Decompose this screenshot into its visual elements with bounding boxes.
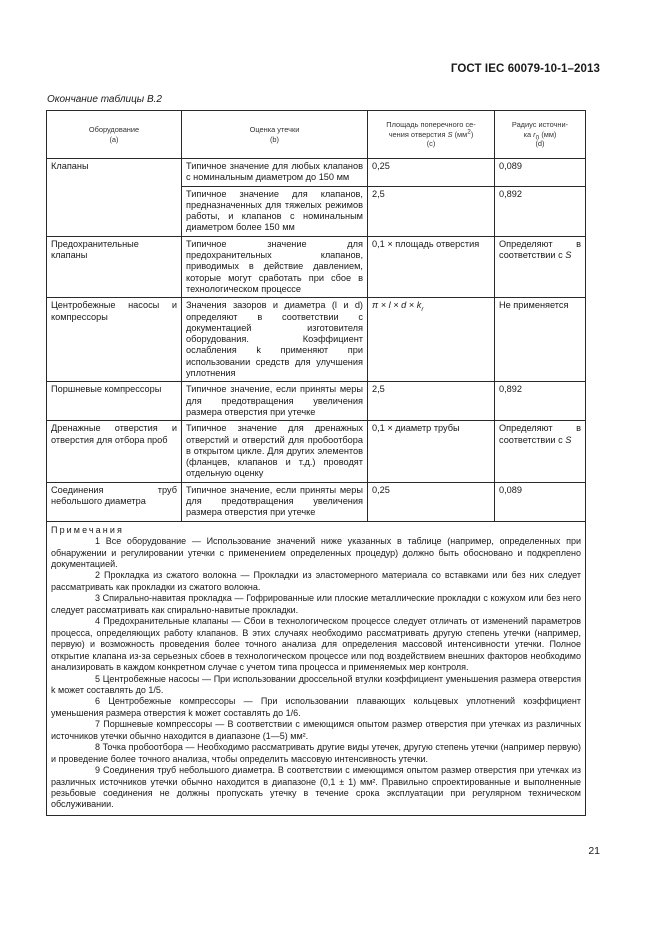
column-header-assessment: Оценка утечки (b) bbox=[182, 111, 368, 159]
table-header-row bbox=[47, 111, 586, 159]
cell-assessment: Типичное значение для клапанов, предназначенных для тяжелых режимов работы, и клапанов с номинальным диаметром более 150 мм bbox=[182, 186, 368, 236]
note-item: 7 Поршневые компрессоры — В соответствии с имеющимся опытом размер отверстия при утечках из различных источников утечки обычно находится в диапазоне (1—5) мм². bbox=[51, 719, 581, 741]
cell-area: 0,25 bbox=[368, 159, 495, 187]
cell-equipment: Центробежные насосы и компрессоры bbox=[47, 298, 182, 382]
cell-area: $\pi \times l \times d \times k_r$ bbox=[368, 298, 495, 382]
cell-area: 0,25 bbox=[368, 482, 495, 521]
table-row bbox=[47, 298, 586, 382]
cell-assessment: Типичное значение для дренажных отверстий и отверстий для пробоотбора в открытом цикле. Для других элементов (фланцев, клапанов и т.д.) проводят отдельную оценку bbox=[182, 421, 368, 482]
note-item: 9 Соединения труб небольшого диаметра. В соответствии с имеющимся опытом размер отверстия при утечках из различных источников утечки обычно находится в диапазоне (0,1 ± 1) мм². Правильно спроектированные и выполненные резьбовые соединения не должны пропускать утечку в течение срока эксплуатации при регулярном техническом обслуживании. bbox=[51, 765, 581, 810]
column-header-area: Площадь поперечного се- чения отверстия S $(мм^2)$ (c) bbox=[368, 111, 495, 159]
note-item: 8 Точка пробоотбора — Необходимо рассматривать другие виды утечек, другую степень утечки (например первую) и проведение более точного анализа, чтобы определить массовую интенсивность утечки. bbox=[51, 742, 581, 764]
table-row bbox=[47, 236, 586, 297]
leak-assessment-table bbox=[46, 110, 586, 816]
notes-row bbox=[47, 521, 586, 815]
note-item: 1 Все оборудование — Использование значений ниже указанных в таблице (например, определенных при обнаружении и регулировании утечки с применением определенных процедур) должно быть обосновано и подкреплено документацией. bbox=[51, 536, 581, 569]
table-container bbox=[46, 110, 585, 816]
note-item: 5 Центробежные насосы — При использовании дроссельной втулки коэффициент уменьшения размера отверстия k может составлять до 1/5. bbox=[51, 673, 581, 695]
cell-assessment: Типичное значение, если приняты меры для предотвращения увеличения размера отверстия при утечке bbox=[182, 382, 368, 421]
note-item: 6 Центробежные компрессоры — При использовании плавающих кольцевых уплотнений коэффициент уменьшения размера отверстия k может составлять до 1/6. bbox=[51, 696, 581, 718]
cell-equipment: Дренажные отверстия и отверстия для отбора проб bbox=[47, 421, 182, 482]
cell-equipment: Поршневые компрессоры bbox=[47, 382, 182, 421]
cell-radius: Определяют в соответствии с S bbox=[495, 236, 586, 297]
note-item: 3 Спирально-навитая прокладка — Гофрированные или плоские металлические прокладки с кожухом или без него следует рассматривать как спирально-навитые прокладки. bbox=[51, 593, 581, 615]
cell-radius: Определяют в соответствии с S bbox=[495, 421, 586, 482]
column-header-radius: Радиус источни- ка $r_0$ (мм) (d) bbox=[495, 111, 586, 159]
cell-area: 2,5 bbox=[368, 382, 495, 421]
table-row bbox=[47, 482, 586, 521]
cell-radius: Не применяется bbox=[495, 298, 586, 382]
note-item: 2 Прокладка из сжатого волокна — Прокладки из эластомерного материала со вставками или без них следует рассматривать как прокладки из сжатого волокна. bbox=[51, 570, 581, 592]
table-row bbox=[47, 421, 586, 482]
document-header: ГОСТ IEC 60079-10-1–2013 bbox=[450, 63, 600, 75]
cell-radius: 0,892 bbox=[495, 382, 586, 421]
cell-equipment: Предохранительные клапаны bbox=[47, 236, 182, 297]
note-item: 4 Предохранительные клапаны — Сбои в технологическом процессе следует отличать от изменений параметров процесса, определяющих работу клапанов. В этих случаях необходимо рассматривать другую степень утечки (например, первую) и возможность проведения более точного анализа для определения массовой интенсивности утечки. Полное открытие клапана из-за серьезных сбоев в технологическом процессе или под воздействием внешних факторов необходимо анализировать в каждом конкретном случае с учетом типа процесса и применяемых мер контроля. bbox=[51, 616, 581, 673]
table-caption: Окончание таблицы В.2 bbox=[47, 94, 162, 105]
cell-area: 0,1 × площадь отверстия bbox=[368, 236, 495, 297]
cell-assessment: Типичное значение, если приняты меры для предотвращения увеличения размера отверстия при утечке bbox=[182, 482, 368, 521]
table-row bbox=[47, 382, 586, 421]
cell-radius: 0,892 bbox=[495, 186, 586, 236]
notes-title: Примечания bbox=[51, 524, 124, 535]
cell-assessment: Типичное значение для предохранительных клапанов, приводимых в действие давлением, которые могут сработать при сбое в технологическом процессе bbox=[182, 236, 368, 297]
notes-cell bbox=[47, 521, 586, 815]
cell-assessment: Типичное значение для любых клапанов с номинальным диаметром до 150 мм bbox=[182, 159, 368, 187]
cell-area: 0,1 × диаметр трубы bbox=[368, 421, 495, 482]
cell-equipment: Соединения труб небольшого диаметра bbox=[47, 482, 182, 521]
cell-equipment: Клапаны bbox=[47, 159, 182, 237]
cell-radius: 0,089 bbox=[495, 159, 586, 187]
cell-radius: 0,089 bbox=[495, 482, 586, 521]
table-row bbox=[47, 159, 586, 187]
column-header-equipment: Оборудование (a) bbox=[47, 111, 182, 159]
cell-assessment: Значения зазоров и диаметра (l и d) определяют в соответствии с документацией изготовителя оборудования. Коэффициент ослабления k применяют при использовании средств для улучшения уплотнения bbox=[182, 298, 368, 382]
page-number: 21 bbox=[588, 845, 600, 857]
cell-area: 2,5 bbox=[368, 186, 495, 236]
